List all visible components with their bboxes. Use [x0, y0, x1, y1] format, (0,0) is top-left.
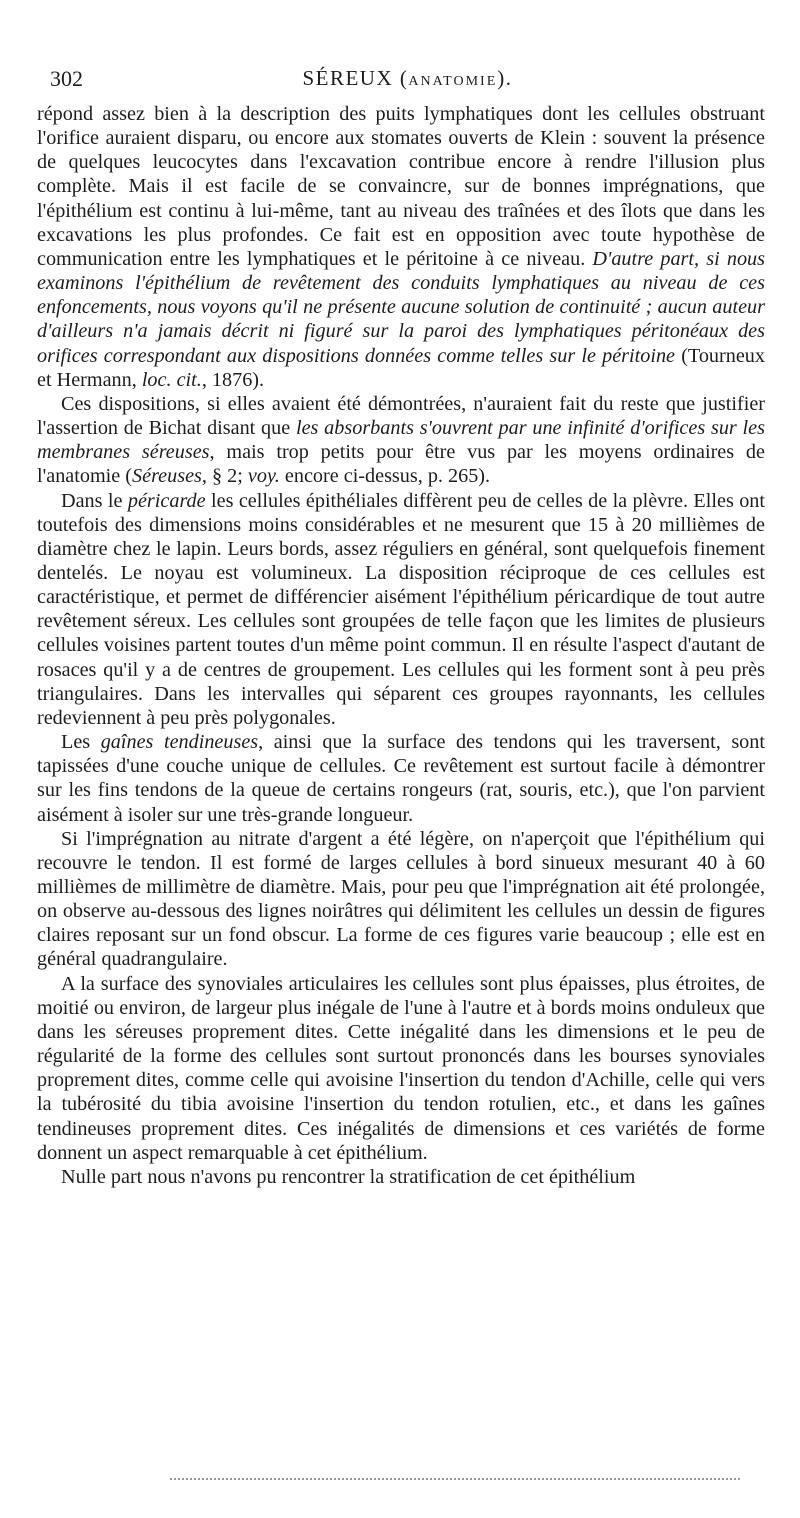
running-title	[50, 66, 765, 91]
paragraph-1	[37, 102, 765, 392]
paragraph-4	[37, 730, 765, 827]
text-segment: A la surface des synoviales articulaires les cellules sont plus épaisses, plus étroites, de moitié ou environ, de largeur plus inégale de l'une à l'autre et à bords moins onduleux que dans les séreuses proprement dites. Cette inégalité dans les dimensions et le peu de régularité de la forme des cellules sont surtout prononcés dans les bourses synoviales proprement dites, comme celle qui avoisine l'insertion du tendon d'Achille, celle qui vers la tubérosité du tibia avoisine l'insertion du tendon rotulien, etc., et dans les gaînes tendineuses proprement dites. Ces inégalités de dimensions et ces variétés de forme donnent un aspect remarquable à cet épithélium.	[37, 972, 765, 1164]
text-segment: Ces dispositions, si elles avaient été démontrées, n'auraient fait du reste que justifier l'assertion de Bichat disant que	[37, 392, 765, 440]
running-title-sub: ANATOMIE	[408, 74, 498, 89]
paragraph-7	[37, 1165, 765, 1189]
text-segment: Dans le	[61, 489, 128, 512]
text-segment: , mais trop petits pour être vus par les moyens ordinaires de l'anatomie (	[37, 441, 765, 488]
page-number: 302	[50, 66, 83, 91]
italic-segment: les absorbants s'ouvrent par une infinité d'orifices sur les membranes séreuses	[37, 417, 765, 464]
text-segment: les cellules épithéliales diffèrent peu de celles de la plèvre. Elles ont toutefois des dimensions moins considérables et ne mesurent que 15 à 20 millièmes de diamètre chez le lapin. Leurs bords, assez réguliers en général, sont quelquefois finement dentelés. Le noyau est volumineux. La disposition réciproque de ces cellules est caractéristique, et permet de différencier aisément l'épithélium péricardique de tout autre revêtement séreux. Les cellules sont groupées de telle façon que les limites de plusieurs cellules voisines partent toutes d'un même point commun. Il en résulte l'aspect d'autant de rosaces qu'il y a de centres de groupement. Les cellules qui les forment sont à peu près triangulaires. Dans les intervalles qui séparent ces groupes rayonnants, les cellules redeviennent à peu près polygonales.	[37, 489, 765, 729]
footer-rule	[170, 1478, 740, 1480]
italic-segment: Séreuses	[132, 465, 202, 488]
paragraph-6	[37, 972, 765, 1165]
italic-segment: voy.	[247, 465, 280, 488]
italic-segment: D'autre part, si nous examinons l'épithélium de revêtement des conduits lymphatiques au niveau de ces enfoncements, nous voyons qu'il ne présente aucune solution de continuité ; aucun auteur d'ailleurs n'a jamais décrit ni figuré sur la paroi des lymphatiques péritonéaux des orifices correspondant aux dispositions données comme telles sur le péritoine	[37, 247, 765, 367]
running-title-open: (	[393, 66, 409, 90]
paragraph-2	[37, 392, 765, 489]
paragraph-3	[37, 489, 765, 731]
text-segment: (Tourneux et Hermann,	[37, 344, 765, 391]
text-segment: , 1876).	[201, 368, 265, 391]
running-title-main: SÉREUX	[302, 66, 394, 90]
text-segment: , § 2;	[201, 465, 248, 488]
text-segment: encore ci-dessus, p. 265).	[279, 465, 491, 488]
paragraph-5	[37, 827, 765, 972]
italic-segment: gaînes tendineuses	[100, 731, 259, 754]
text-segment: répond assez bien à la description des puits lymphatiques dont les cellules obstruant l'orifice auraient disparu, ou encore aux stomates ouverts de Klein : souvent la présence de quelques leucocytes dans l'excavation contribue encore à rendre l'illusion plus complète. Mais il est facile de se convaincre, sur de bonnes imprégnations, que l'épithélium est continu à lui-même, tant au niveau des traînées et des îlots que dans les excavations les plus profondes. Ce fait est en opposition avec toute hypothèse de communication entre les lymphatiques et le péritoine à ce niveau.	[37, 103, 765, 270]
text-segment: , ainsi que la surface des tendons qui les traversent, sont tapissées d'une couche unique de cellules. Ce revêtement est surtout facile à démontrer sur les fins tendons de la queue de certains rongeurs (rat, souris, etc.), que l'on parvient aisément à isoler sur une très-grande longueur.	[37, 731, 765, 826]
text-segment: Si l'imprégnation au nitrate d'argent a été légère, on n'aperçoit que l'épithélium qui recouvre le tendon. Il est formé de larges cellules à bord sinueux mesurant 40 à 60 millièmes de millimètre de diamètre. Mais, pour peu que l'imprégnation ait été prolongée, on observe au-dessous des lignes noirâtres qui délimitent les cellules un dessin de figures claires reposant sur un fond obscur. La forme de ces figures varie beaucoup ; elle est en général quadrangulaire.	[37, 827, 765, 971]
italic-segment: péricarde	[127, 489, 206, 512]
body-text	[37, 102, 765, 1189]
italic-segment: loc. cit.	[141, 368, 202, 391]
text-segment: Les	[61, 731, 101, 754]
text-segment: Nulle part nous n'avons pu rencontrer la stratification de cet épithélium	[61, 1165, 636, 1188]
running-title-close: ).	[497, 66, 513, 90]
running-head	[50, 66, 765, 96]
